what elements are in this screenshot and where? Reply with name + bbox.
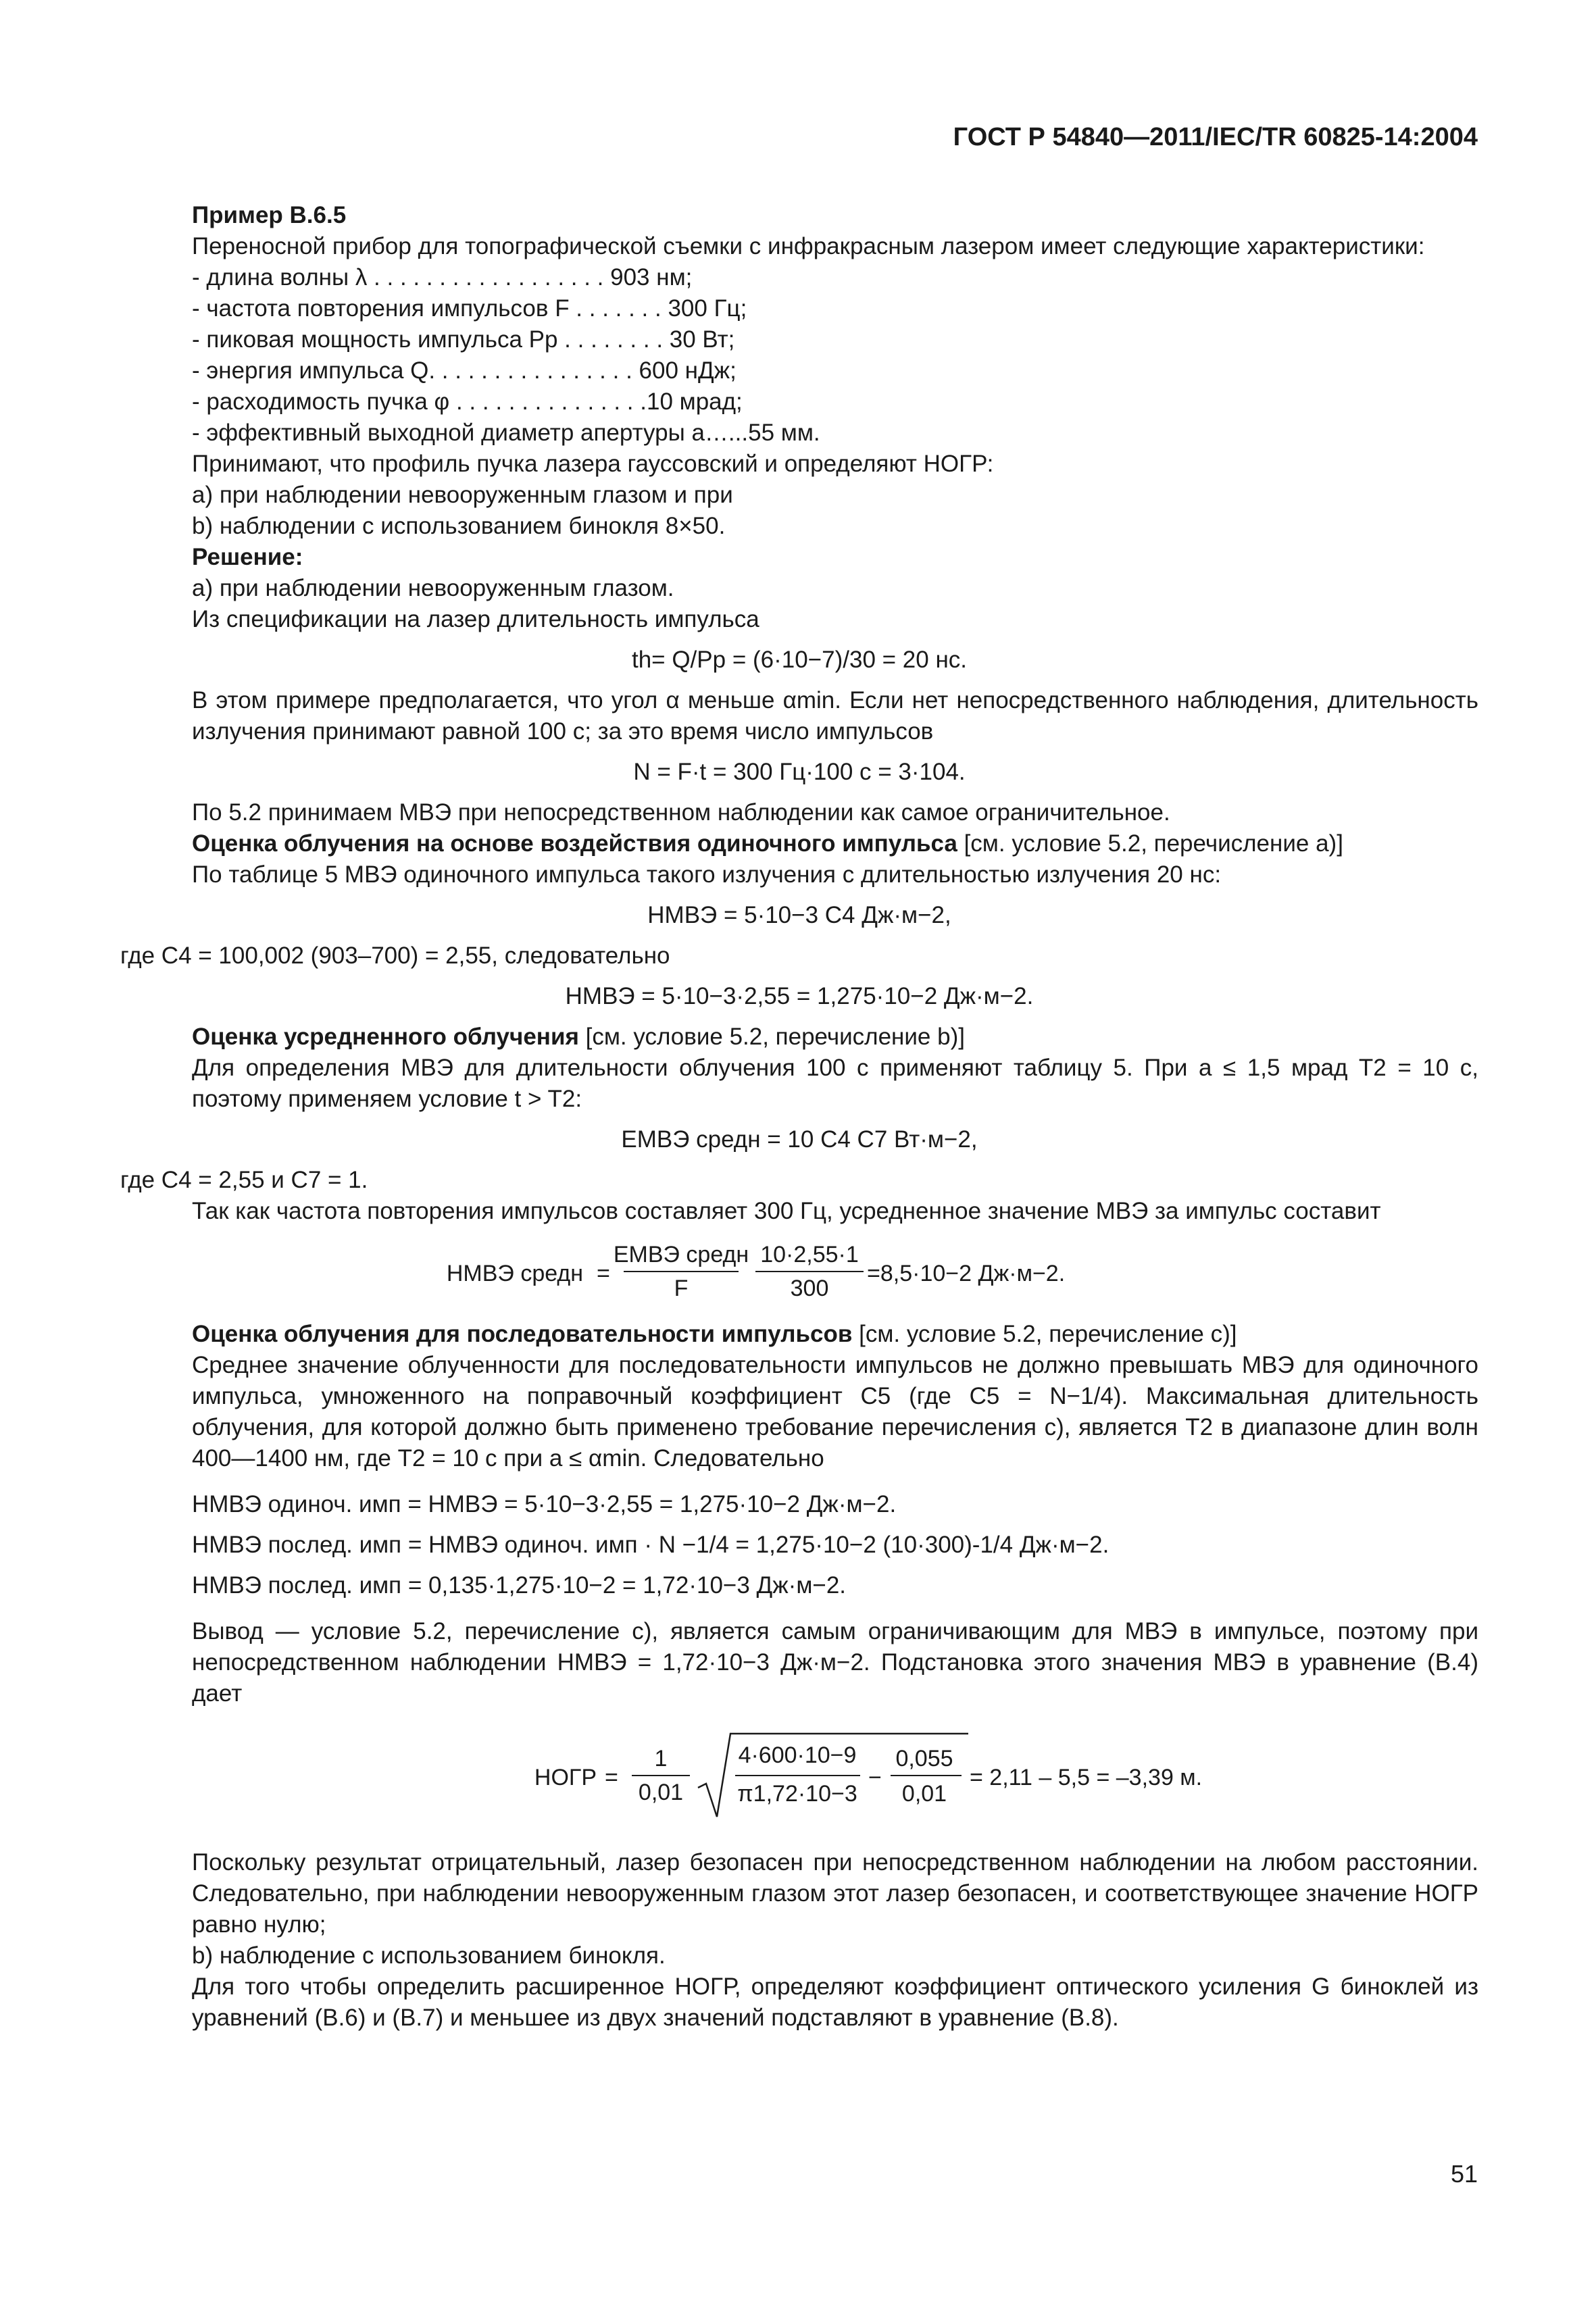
- formula-mpe-sequence: HМВЭ послед. имп = HМВЭ одиноч. имп · N −1/4 = 1,275·10−2 (10·300)-1/4 Дж·м−2.: [192, 1532, 1109, 1558]
- paragraph-5-2: По 5.2 принимаем МВЭ при непосредственном наблюдении как самое ограничительное.: [192, 799, 1170, 826]
- spec-item: - пиковая мощность импульса Pp . . . . . . . . 30 Вт;: [192, 326, 735, 353]
- sequence-heading-ref: [см. условие 5.2, перечисление с)]: [852, 1321, 1237, 1347]
- average-heading-bold: Оценка усредненного облучения: [192, 1024, 579, 1050]
- formula-rhs: =8,5·10−2 Дж·м−2.: [867, 1261, 1066, 1286]
- minus-sign: −: [868, 1765, 882, 1790]
- intro-paragraph: Переносной прибор для топографической съемки с инфракрасным лазером имеет следующие характеристики:: [192, 233, 1425, 259]
- sequence-heading: [120, 1319, 1478, 1350]
- case-a: a) при наблюдении невооруженным глазом и при: [192, 482, 733, 508]
- fraction-denominator: F: [674, 1276, 689, 1301]
- formula-mpe-average: EМВЭ средн = 10 C4 C7 Вт·м−2,: [621, 1126, 978, 1153]
- fraction-denominator: 300: [790, 1276, 829, 1301]
- average-heading-ref: [см. условие 5.2, перечисление b)]: [578, 1024, 965, 1050]
- equals-sign: =: [605, 1765, 618, 1790]
- table5-paragraph: По таблице 5 МВЭ одиночного импульса такого излучения с длительностью излучения 20 нс:: [192, 861, 1222, 888]
- spec-item: - длина волны λ . . . . . . . . . . . . . . . . . . 903 нм;: [192, 264, 693, 291]
- formula-pulse-duration: th= Q/Pp = (6·10−7)/30 = 20 нс.: [631, 647, 967, 673]
- fraction-denominator: 0,01: [901, 1781, 947, 1807]
- fraction-numerator: 1: [654, 1746, 668, 1771]
- formula-rhs: = 2,11 – 5,5 = –3,39 м.: [970, 1765, 1203, 1790]
- page-content: [120, 200, 1478, 2034]
- formula-mpe-single: HМВЭ = 5·10−3 C4 Дж·м−2,: [647, 902, 951, 928]
- single-pulse-heading-ref: [см. условие 5.2, перечисление а)]: [957, 830, 1343, 857]
- page-header: ГОСТ Р 54840—2011/IEC/TR 60825-14:2004: [953, 123, 1478, 151]
- fraction-numerator: 0,055: [895, 1746, 953, 1771]
- page-number: 51: [1450, 2160, 1478, 2188]
- example-title: Пример В.6.5: [192, 202, 347, 228]
- formula-mpe-value: HМВЭ = 5·10−3·2,55 = 1,275·10−2 Дж·м−2.: [565, 983, 1034, 1009]
- formula-mpe-per-pulse: [120, 1235, 1478, 1309]
- radicand-numerator: 4·600·10−9: [738, 1742, 857, 1768]
- c4-paragraph: где C4 = 100,002 (903–700) = 2,55, следовательно: [120, 942, 670, 969]
- sequence-heading-bold: Оценка облучения для последовательности импульсов: [192, 1321, 853, 1347]
- fraction-numerator: 10·2,55·1: [760, 1242, 859, 1267]
- case-b: b) наблюдении с использованием бинокля 8×50.: [192, 513, 726, 539]
- formula-lhs: НОГР: [534, 1765, 597, 1790]
- formula-nohd: [120, 1726, 1478, 1827]
- single-pulse-heading-bold: Оценка облучения на основе воздействия одиночного импульса: [192, 830, 957, 857]
- solution-heading: Решение:: [192, 544, 303, 570]
- sequence-paragraph: Среднее значение облученности для последовательности импульсов не должно превышать МВЭ для одиночного импульса, умноженного на поправочный коэффициент C5 (где C5 = N−1/4). Максимальная длительность облучения, для которой должно быть применено требование перечисления с), является T2 в диапазоне длин волн 400—1400 нм, где T2 = 10 с при a ≤ αmin. Следовательно: [192, 1352, 1478, 1472]
- formula-mpe-single-pulse: HМВЭ одиноч. имп = HМВЭ = 5·10−3·2,55 = 1,275·10−2 Дж·м−2.: [192, 1491, 897, 1517]
- equals-sign: =: [597, 1261, 610, 1286]
- spec-paragraph: Из спецификации на лазер длительность импульса: [192, 606, 759, 632]
- formula-lhs: HМВЭ средн: [446, 1261, 583, 1286]
- average-paragraph: Для определения МВЭ для длительности облучения 100 с применяют таблицу 5. При a ≤ 1,5 мрад T2 = 10 с, поэтому применяем условие t > T2:: [192, 1055, 1478, 1112]
- alpha-paragraph: В этом примере предполагается, что угол α меньше αmin. Если нет непосредственного наблюдения, длительность излучения принимают равной 100 с; за это время число импульсов: [192, 687, 1478, 745]
- final-paragraph: Для того чтобы определить расширенное НОГР, определяют коэффициент оптического усиления G биноклей из уравнений (В.6) и (В.7) и меньшее из двух значений подставляют в уравнение (В.8).: [192, 1973, 1478, 2031]
- spec-item: - энергия импульса Q. . . . . . . . . . . . . . . . 600 нДж;: [192, 357, 737, 384]
- formula-pulse-count: N = F·t = 300 Гц·100 с = 3·104.: [633, 759, 966, 785]
- formula-mpe-sequence-value: HМВЭ послед. имп = 0,135·1,275·10−2 = 1,72·10−3 Дж·м−2.: [192, 1572, 847, 1599]
- formula-nohd-svg: [394, 1726, 1205, 1827]
- spec-item: - эффективный выходной диаметр апертуры a…...55 мм.: [192, 420, 820, 446]
- fraction-numerator: EМВЭ средн: [613, 1242, 749, 1267]
- frequency-paragraph: Так как частота повторения импульсов составляет 300 Гц, усредненное значение МВЭ за импульс составит: [192, 1198, 1381, 1224]
- conclusion-paragraph: Вывод — условие 5.2, перечисление с), является самым ограничивающим для МВЭ в импульсе, поэтому при непосредственном наблюдении HМВЭ = 1,72·10−3 Дж·м−2. Подстановка этого значения МВЭ в уравнение (В.4) дает: [192, 1618, 1478, 1707]
- spec-list: [120, 262, 1478, 449]
- negative-result-paragraph: Поскольку результат отрицательный, лазер безопасен при непосредственном наблюдении на любом расстоянии. Следовательно, при наблюдении невооруженным глазом этот лазер безопасен, и соответствующее значение НОГР равно нулю;: [192, 1849, 1478, 1938]
- radicand-denominator: π1,72·10−3: [737, 1781, 857, 1807]
- fraction-denominator: 0,01: [638, 1780, 684, 1805]
- average-heading: [120, 1022, 1478, 1053]
- c7-paragraph: где C4 = 2,55 и C7 = 1.: [120, 1167, 368, 1193]
- binocular-case: b) наблюдение с использованием бинокля.: [192, 1942, 666, 1969]
- single-pulse-heading: [120, 828, 1478, 859]
- formula-mpe-per-pulse-svg: [446, 1235, 1137, 1309]
- spec-item: - расходимость пучка φ . . . . . . . . . . . . . . .10 мрад;: [192, 388, 743, 415]
- case-a-solution: а) при наблюдении невооруженным глазом.: [192, 575, 674, 601]
- spec-item: - частота повторения импульсов F . . . . . . . 300 Гц;: [192, 295, 747, 322]
- assume-paragraph: Принимают, что профиль пучка лазера гауссовский и определяют НОГР:: [192, 451, 994, 477]
